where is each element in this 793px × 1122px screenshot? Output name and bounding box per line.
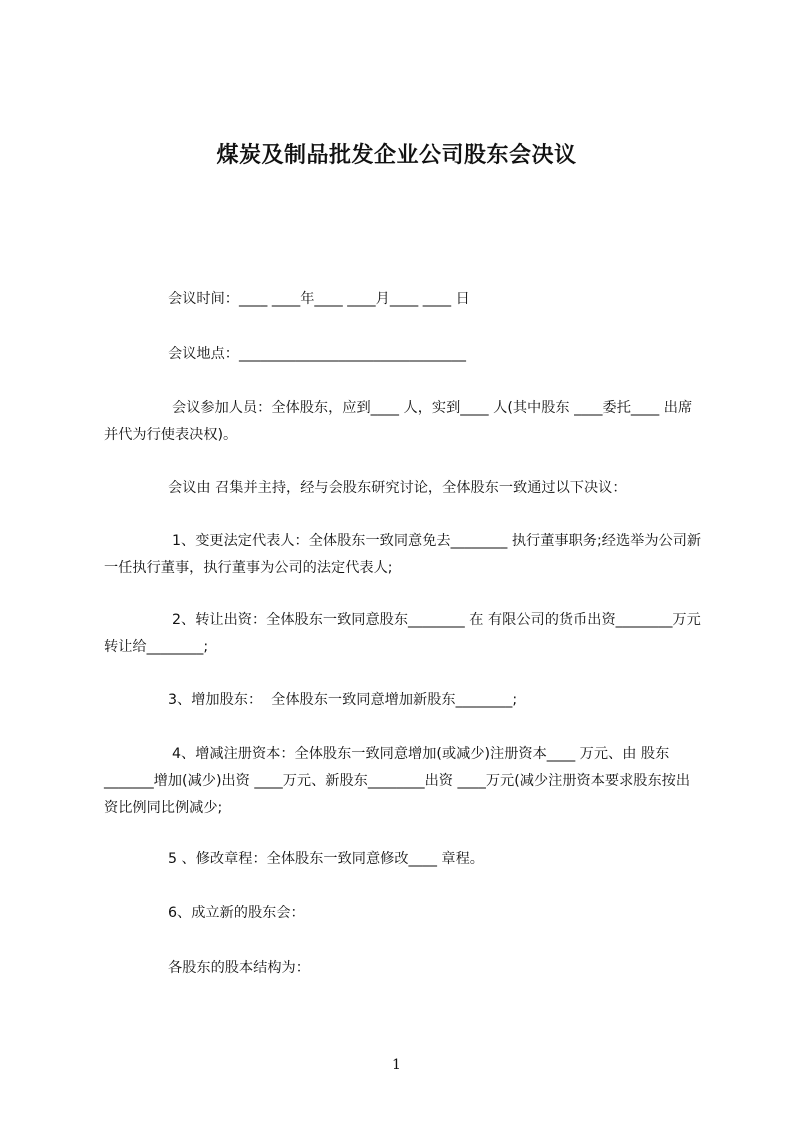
page-number: 1 <box>392 1057 401 1073</box>
meeting-intro-line: 会议由 召集并主持，经与会股东研究讨论，全体股东一致通过以下决议： <box>168 480 627 496</box>
resolution-item-2: 2、转让出资：全体股东一致同意股东________ 在 有限公司的货币出资________万元转让给________; <box>104 612 701 655</box>
meeting-place-line: 会议地点：________________________________ <box>168 346 466 362</box>
share-structure-line: 各股东的股本结构为： <box>168 960 310 976</box>
resolution-item-1: 1、变更法定代表人：全体股东一致同意免去________ 执行董事职务;经选举为公司新一任执行董事，执行董事为公司的法定代表人; <box>104 533 702 576</box>
resolution-item-3: 3、增加股东： 全体股东一致同意增加新股东________; <box>168 692 518 708</box>
meeting-time-line: 会议时间：____ ____年____ ____月____ ____ 日 <box>168 291 470 307</box>
document-title: 煤炭及制品批发企业公司股东会决议 <box>216 143 577 168</box>
resolution-item-4: 4、增减注册资本：全体股东一致同意增加(或减少)注册资本____ 万元、由 股东_______增加(减少)出资 ____万元、新股东________出资 ____万元(减少注册资本要求股东按出资比例同比例减少; <box>104 746 691 816</box>
attendees-paragraph: 会议参加人员：全体股东，应到____ 人，实到____ 人(其中股东 ____委托____ 出席并代为行使表决权)。 <box>104 400 693 443</box>
resolution-item-6: 6、成立新的股东会： <box>168 905 305 921</box>
resolution-item-5: 5 、修改章程：全体股东一致同意修改____ 章程。 <box>168 851 484 867</box>
